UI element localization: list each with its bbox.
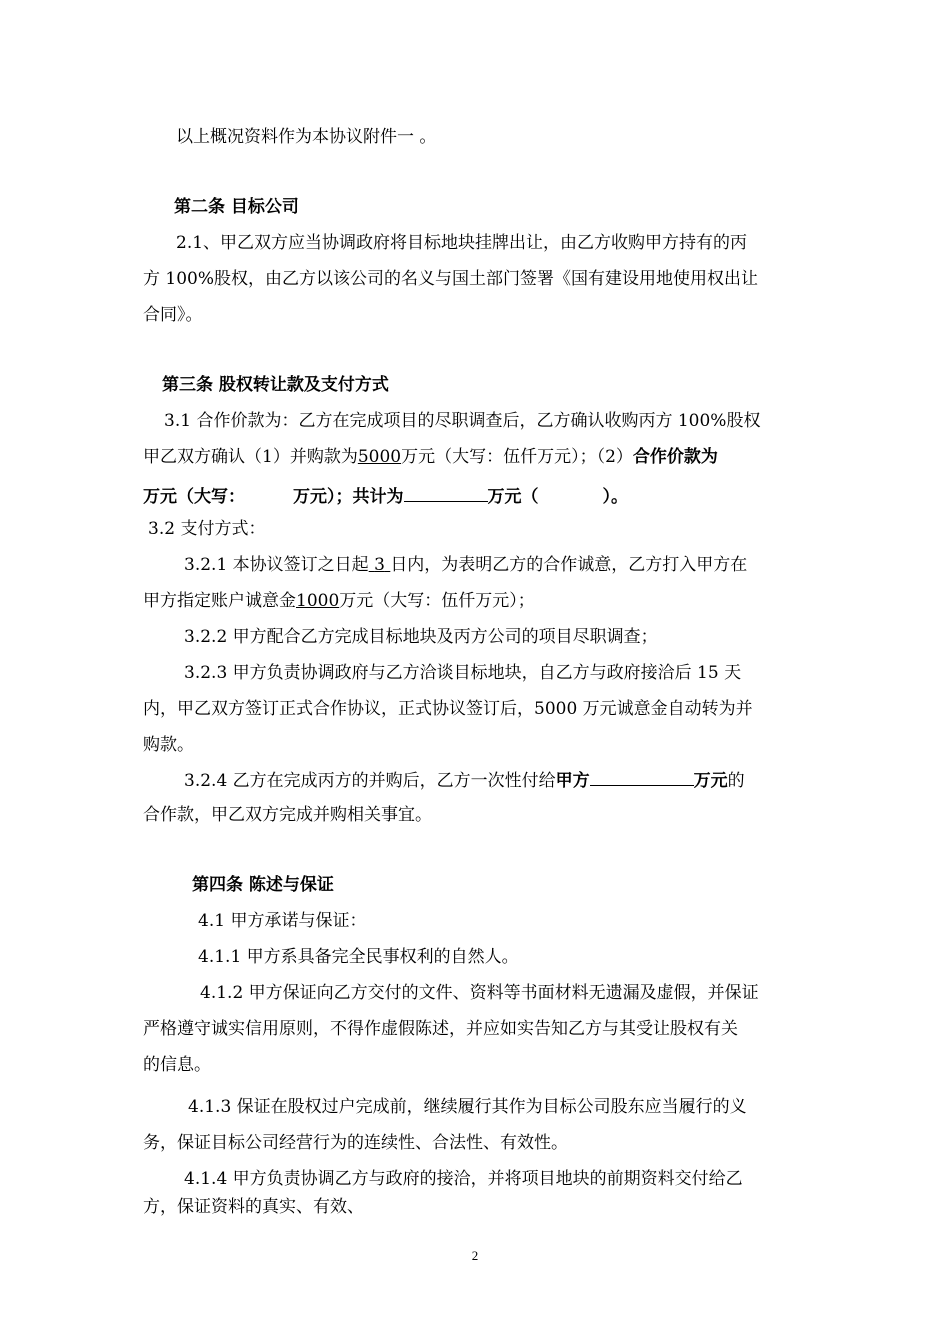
clause-3-2-3-line-1: 3.2.3 甲方负责协调政府与乙方洽谈目标地块，自乙方与政府接洽后 15 天 (184, 663, 742, 683)
clause-2-1-line-3: 合同》。 (143, 305, 203, 325)
clause-3-2-4-line-1 (184, 768, 745, 792)
clause-3-2-3-line-2: 内，甲乙双方签订正式合作协议，正式协议签订后，5000 万元诚意金自动转为并 (143, 699, 753, 719)
text: 的 (727, 771, 745, 791)
clause-4-1: 4.1 甲方承诺与保证： (198, 911, 367, 931)
clause-4-1-3-line-2: 务，保证目标公司经营行为的连续性、合法性、有效性。 (143, 1133, 568, 1153)
clause-4-1-2-line-2: 严格遵守诚实信用原则，不得作虚假陈述，并应如实告知乙方与其受让股权有关 (143, 1019, 738, 1039)
clause-3-2-3-line-3: 购款。 (143, 735, 194, 755)
text-bold: 万元 (693, 771, 728, 791)
text-bold: 甲方 (555, 771, 590, 791)
text: 甲乙双方确认（1）并购款为 (143, 447, 358, 467)
article-3-title: 第三条 股权转让款及支付方式 (162, 375, 389, 395)
text: 3.2.1 本协议签订之日起 (184, 555, 369, 575)
clause-3-2-2: 3.2.2 甲方配合乙方完成目标地块及丙方公司的项目尽职调查； (184, 627, 658, 647)
text: 甲方指定账户诚意金 (143, 591, 296, 611)
deposit-amount: 1000 (296, 591, 340, 611)
clause-2-1-line-2: 方 100%股权，由乙方以该公司的名义与国土部门签署《国有建设用地使用权出让 (143, 269, 759, 289)
clause-3-2-1-line-1 (184, 554, 747, 576)
article-2-title: 第二条 目标公司 (174, 197, 299, 217)
text: 万元（大写：伍仟万元）；（2） (401, 447, 633, 467)
text: 万元（ (487, 487, 539, 507)
text: 3.2.4 乙方在完成丙方的并购后，乙方一次性付给 (184, 771, 556, 791)
merger-amount: 5000 (357, 447, 402, 467)
clause-4-1-1: 4.1.1 甲方系具备完全民事权利的自然人。 (198, 947, 519, 967)
days-value: 3 (374, 555, 385, 575)
text: 万元（大写： (143, 487, 245, 507)
clause-4-1-2-line-1: 4.1.2 甲方保证向乙方交付的文件、资料等书面材料无遗漏及虚假，并保证 (200, 983, 759, 1003)
clause-3-2-1-line-2 (143, 590, 535, 612)
clause-3-2: 3.2 支付方式： (148, 519, 266, 539)
text: ）。 (602, 487, 628, 507)
clause-3-1-line-1: 3.1 合作价款为：乙方在完成项目的尽职调查后，乙方确认收购丙方 100%股权 (164, 411, 761, 431)
text: 万元）；共计为 (293, 487, 404, 507)
clause-4-1-3-line-1: 4.1.3 保证在股权过户完成前，继续履行其作为目标公司股东应当履行的义 (188, 1097, 747, 1117)
clause-3-1-line-3 (143, 484, 628, 508)
clause-4-1-4-line-1: 4.1.4 甲方负责协调乙方与政府的接洽，并将项目地块的前期资料交付给乙 (184, 1169, 743, 1189)
text-bold: 合作价款为 (632, 447, 718, 467)
clause-3-2-4-line-2: 合作款，甲乙双方完成并购相关事宜。 (143, 805, 432, 825)
text: 日内，为表明乙方的合作诚意，乙方打入甲方在 (390, 555, 748, 575)
clause-3-1-line-2 (143, 446, 718, 468)
clause-4-1-4-line-2: 方，保证资料的真实、有效、 (143, 1197, 364, 1217)
page-number: 2 (471, 1248, 479, 1263)
clause-2-1-line-1: 2.1、甲乙双方应当协调政府将目标地块挂牌出让，由乙方收购甲方持有的丙 (176, 233, 748, 253)
text: 万元（大写：伍仟万元）； (339, 591, 535, 611)
blank-underline (404, 484, 488, 502)
days-number (369, 555, 391, 575)
blank-underline (590, 768, 694, 786)
article-4-title: 第四条 陈述与保证 (192, 875, 334, 895)
clause-4-1-2-line-3: 的信息。 (143, 1055, 211, 1075)
paragraph-annex: 以上概况资料作为本协议附件一 。 (176, 127, 437, 147)
